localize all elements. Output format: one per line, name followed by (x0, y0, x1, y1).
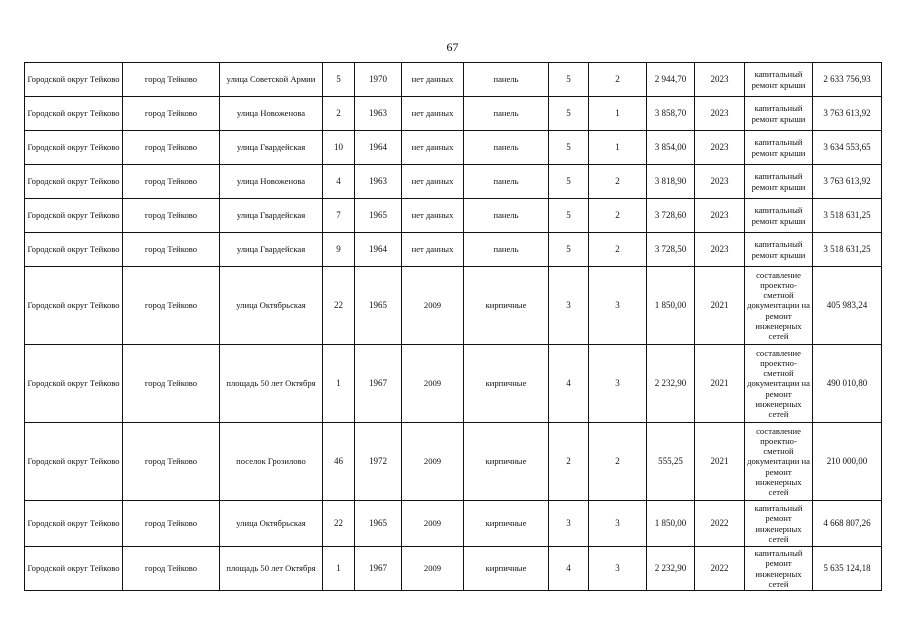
street-cell: площадь 50 лет Октября (220, 547, 323, 591)
house-number-cell: 1 (323, 345, 355, 423)
entrances-cell: 2 (589, 423, 647, 501)
district-cell: Городской округ Тейково (25, 199, 123, 233)
area-cell: 3 728,60 (647, 199, 695, 233)
work-type-cell: составление проектно-сметной документации на ремонт инженерных сетей (745, 345, 813, 423)
entrances-cell: 1 (589, 97, 647, 131)
work-type-cell: капитальный ремонт крыши (745, 131, 813, 165)
area-cell: 555,25 (647, 423, 695, 501)
table-row (25, 199, 882, 233)
planned-year-cell: 2023 (695, 233, 745, 267)
cost-cell: 3 518 631,25 (813, 233, 882, 267)
city-cell: город Тейково (123, 423, 220, 501)
year-built-cell: 1965 (355, 501, 402, 547)
street-cell: улица Гвардейская (220, 199, 323, 233)
last-repair-year-cell: нет данных (402, 199, 464, 233)
entrances-cell: 1 (589, 131, 647, 165)
year-built-cell: 1965 (355, 267, 402, 345)
house-number-cell: 22 (323, 267, 355, 345)
house-number-cell: 4 (323, 165, 355, 199)
street-cell: площадь 50 лет Октября (220, 345, 323, 423)
table-row (25, 97, 882, 131)
city-cell: город Тейково (123, 63, 220, 97)
cost-cell: 3 763 613,92 (813, 97, 882, 131)
last-repair-year-cell: нет данных (402, 131, 464, 165)
floors-cell: 4 (549, 345, 589, 423)
area-cell: 3 728,50 (647, 233, 695, 267)
house-number-cell: 10 (323, 131, 355, 165)
planned-year-cell: 2022 (695, 501, 745, 547)
last-repair-year-cell: 2009 (402, 547, 464, 591)
year-built-cell: 1972 (355, 423, 402, 501)
floors-cell: 2 (549, 423, 589, 501)
cost-cell: 5 635 124,18 (813, 547, 882, 591)
table-row (25, 165, 882, 199)
year-built-cell: 1970 (355, 63, 402, 97)
wall-material-cell: панель (464, 63, 549, 97)
city-cell: город Тейково (123, 501, 220, 547)
entrances-cell: 2 (589, 199, 647, 233)
street-cell: улица Гвардейская (220, 131, 323, 165)
year-built-cell: 1963 (355, 97, 402, 131)
planned-year-cell: 2021 (695, 423, 745, 501)
floors-cell: 3 (549, 501, 589, 547)
table-row (25, 423, 882, 501)
city-cell: город Тейково (123, 97, 220, 131)
city-cell: город Тейково (123, 199, 220, 233)
entrances-cell: 3 (589, 345, 647, 423)
house-number-cell: 46 (323, 423, 355, 501)
cost-cell: 3 763 613,92 (813, 165, 882, 199)
year-built-cell: 1967 (355, 345, 402, 423)
area-cell: 2 944,70 (647, 63, 695, 97)
cost-cell: 3 634 553,65 (813, 131, 882, 165)
street-cell: улица Гвардейская (220, 233, 323, 267)
wall-material-cell: кирпичные (464, 547, 549, 591)
district-cell: Городской округ Тейково (25, 501, 123, 547)
floors-cell: 5 (549, 199, 589, 233)
district-cell: Городской округ Тейково (25, 233, 123, 267)
cost-cell: 2 633 756,93 (813, 63, 882, 97)
wall-material-cell: кирпичные (464, 345, 549, 423)
area-cell: 3 818,90 (647, 165, 695, 199)
city-cell: город Тейково (123, 233, 220, 267)
city-cell: город Тейково (123, 547, 220, 591)
cost-cell: 3 518 631,25 (813, 199, 882, 233)
year-built-cell: 1965 (355, 199, 402, 233)
table-row (25, 345, 882, 423)
floors-cell: 4 (549, 547, 589, 591)
wall-material-cell: кирпичные (464, 423, 549, 501)
district-cell: Городской округ Тейково (25, 131, 123, 165)
last-repair-year-cell: нет данных (402, 63, 464, 97)
wall-material-cell: панель (464, 165, 549, 199)
street-cell: улица Новоженова (220, 165, 323, 199)
district-cell: Городской округ Тейково (25, 97, 123, 131)
house-number-cell: 22 (323, 501, 355, 547)
wall-material-cell: панель (464, 233, 549, 267)
planned-year-cell: 2023 (695, 165, 745, 199)
wall-material-cell: панель (464, 131, 549, 165)
wall-material-cell: панель (464, 199, 549, 233)
work-type-cell: капитальный ремонт крыши (745, 63, 813, 97)
table-row (25, 233, 882, 267)
entrances-cell: 3 (589, 501, 647, 547)
cost-cell: 490 010,80 (813, 345, 882, 423)
street-cell: улица Октябрьская (220, 267, 323, 345)
planned-year-cell: 2023 (695, 63, 745, 97)
wall-material-cell: кирпичные (464, 501, 549, 547)
floors-cell: 5 (549, 131, 589, 165)
cost-cell: 405 983,24 (813, 267, 882, 345)
year-built-cell: 1967 (355, 547, 402, 591)
area-cell: 3 858,70 (647, 97, 695, 131)
last-repair-year-cell: 2009 (402, 501, 464, 547)
district-cell: Городской округ Тейково (25, 547, 123, 591)
planned-year-cell: 2021 (695, 267, 745, 345)
street-cell: поселок Грозилово (220, 423, 323, 501)
work-type-cell: капитальный ремонт крыши (745, 97, 813, 131)
table-row (25, 501, 882, 547)
wall-material-cell: кирпичные (464, 267, 549, 345)
street-cell: улица Октябрьская (220, 501, 323, 547)
work-type-cell: составление проектно-сметной документации на ремонт инженерных сетей (745, 423, 813, 501)
city-cell: город Тейково (123, 165, 220, 199)
house-number-cell: 9 (323, 233, 355, 267)
floors-cell: 5 (549, 233, 589, 267)
work-type-cell: капитальный ремонт инженерных сетей (745, 547, 813, 591)
table-row (25, 267, 882, 345)
year-built-cell: 1963 (355, 165, 402, 199)
work-type-cell: капитальный ремонт инженерных сетей (745, 501, 813, 547)
floors-cell: 5 (549, 97, 589, 131)
planned-year-cell: 2023 (695, 97, 745, 131)
city-cell: город Тейково (123, 131, 220, 165)
city-cell: город Тейково (123, 345, 220, 423)
street-cell: улица Советской Армии (220, 63, 323, 97)
year-built-cell: 1964 (355, 233, 402, 267)
planned-year-cell: 2023 (695, 199, 745, 233)
street-cell: улица Новоженова (220, 97, 323, 131)
city-cell: город Тейково (123, 267, 220, 345)
last-repair-year-cell: 2009 (402, 423, 464, 501)
area-cell: 1 850,00 (647, 267, 695, 345)
page-number: 67 (446, 40, 459, 54)
last-repair-year-cell: нет данных (402, 165, 464, 199)
district-cell: Городской округ Тейково (25, 267, 123, 345)
work-type-cell: капитальный ремонт крыши (745, 165, 813, 199)
entrances-cell: 3 (589, 267, 647, 345)
work-type-cell: капитальный ремонт крыши (745, 233, 813, 267)
floors-cell: 5 (549, 165, 589, 199)
floors-cell: 5 (549, 63, 589, 97)
entrances-cell: 2 (589, 63, 647, 97)
area-cell: 2 232,90 (647, 345, 695, 423)
district-cell: Городской округ Тейково (25, 165, 123, 199)
district-cell: Городской округ Тейково (25, 63, 123, 97)
planned-year-cell: 2021 (695, 345, 745, 423)
repair-program-table (24, 62, 882, 591)
wall-material-cell: панель (464, 97, 549, 131)
table-row (25, 63, 882, 97)
district-cell: Городской округ Тейково (25, 345, 123, 423)
entrances-cell: 3 (589, 547, 647, 591)
last-repair-year-cell: 2009 (402, 267, 464, 345)
last-repair-year-cell: 2009 (402, 345, 464, 423)
floors-cell: 3 (549, 267, 589, 345)
table-row (25, 131, 882, 165)
cost-cell: 4 668 807,26 (813, 501, 882, 547)
house-number-cell: 1 (323, 547, 355, 591)
planned-year-cell: 2023 (695, 131, 745, 165)
entrances-cell: 2 (589, 165, 647, 199)
last-repair-year-cell: нет данных (402, 97, 464, 131)
last-repair-year-cell: нет данных (402, 233, 464, 267)
district-cell: Городской округ Тейково (25, 423, 123, 501)
entrances-cell: 2 (589, 233, 647, 267)
area-cell: 2 232,90 (647, 547, 695, 591)
planned-year-cell: 2022 (695, 547, 745, 591)
table-row (25, 547, 882, 591)
work-type-cell: капитальный ремонт крыши (745, 199, 813, 233)
work-type-cell: составление проектно-сметной документации на ремонт инженерных сетей (745, 267, 813, 345)
cost-cell: 210 000,00 (813, 423, 882, 501)
house-number-cell: 5 (323, 63, 355, 97)
area-cell: 1 850,00 (647, 501, 695, 547)
house-number-cell: 2 (323, 97, 355, 131)
house-number-cell: 7 (323, 199, 355, 233)
area-cell: 3 854,00 (647, 131, 695, 165)
year-built-cell: 1964 (355, 131, 402, 165)
